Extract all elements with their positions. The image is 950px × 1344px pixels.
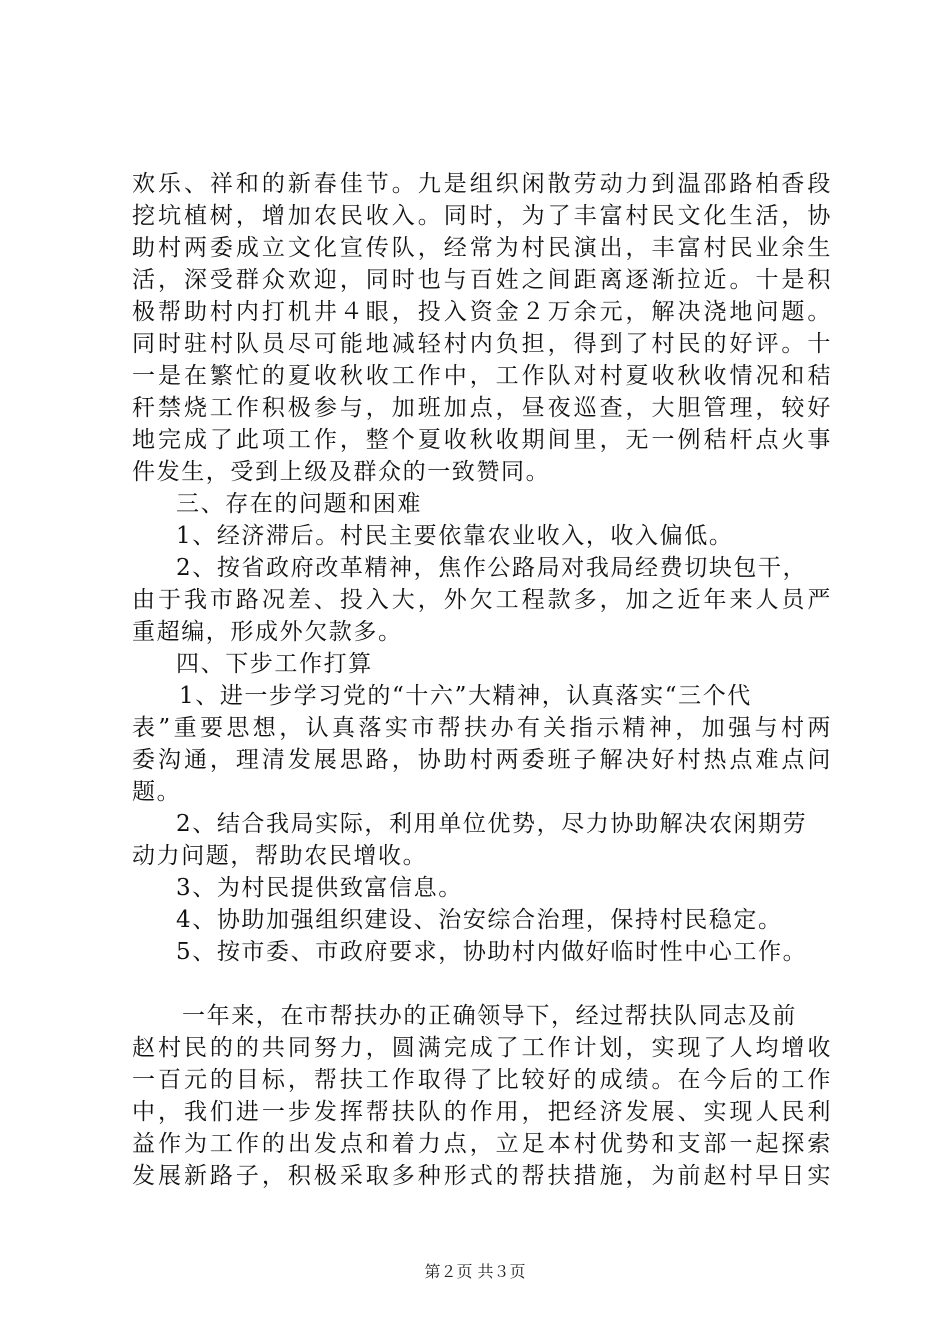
text-line: 极帮助村内打机井４眼，投入资金２万余元，解决浇地问题。 (132, 299, 832, 325)
text-line: 益作为工作的出发点和着力点，立足本村优势和支部一起探索 (132, 1131, 832, 1157)
list-item: 1、进一步学习党的“十六”大精神，认真落实“三个代 (179, 683, 752, 709)
text-line: 件发生，受到上级及群众的一致赞同。 (132, 459, 551, 485)
paragraph-start: 一年来，在市帮扶办的正确领导下，经过帮扶队同志及前 (182, 1003, 797, 1029)
text-line: 一是在繁忙的夏收秋收工作中，工作队对村夏收秋收情况和秸 (132, 363, 832, 389)
list-item: 2、结合我局实际，利用单位优势，尽力协助解决农闲期劳 (176, 811, 808, 837)
document-body (132, 168, 832, 1192)
text-line: 发展新路子，积极采取多种形式的帮扶措施，为前赵村早日实 (132, 1163, 832, 1189)
text-line: 欢乐、祥和的新春佳节。九是组织闲散劳动力到温邵路柏香段 (132, 171, 832, 197)
text-line: 中，我们进一步发挥帮扶队的作用，把经济发展、实现人民利 (132, 1099, 832, 1125)
list-item: 2、按省政府改革精神，焦作公路局对我局经费切块包干， (176, 555, 808, 581)
text-line: 挖坑植树，增加农民收入。同时，为了丰富村民文化生活，协 (132, 203, 832, 229)
text-line: 赵村民的的共同努力，圆满完成了工作计划，实现了人均增收 (132, 1035, 832, 1061)
text-line: 地完成了此项工作，整个夏收秋收期间里，无一例秸杆点火事 (132, 427, 832, 453)
text-line: 活，深受群众欢迎，同时也与百姓之间距离逐渐拉近。十是积 (132, 267, 832, 293)
text-line: 由于我市路况差、投入大，外欠工程款多，加之近年来人员严 (132, 587, 832, 613)
text-line: 动力问题，帮助农民增收。 (132, 843, 428, 869)
list-item: 3、为村民提供致富信息。 (176, 875, 463, 901)
text-line: 题。 (132, 779, 182, 805)
list-item: 1、经济滞后。村民主要依靠农业收入，收入偏低。 (176, 523, 734, 549)
text-line: 表”重要思想，认真落实市帮扶办有关指示精神，加强与村两 (132, 715, 832, 741)
text-line: 助村两委成立文化宣传队，经常为村民演出，丰富村民业余生 (132, 235, 832, 261)
text-line: 重超编，形成外欠款多。 (132, 619, 403, 645)
paragraph-gap (132, 968, 832, 1000)
page-number-footer: 第２页 共３页 (424, 1262, 526, 1281)
list-item: 4、协助加强组织建设、治安综合治理，保持村民稳定。 (176, 907, 783, 933)
section-heading: 四、下步工作打算 (176, 651, 373, 677)
text-line: 秆禁烧工作积极参与，加班加点，昼夜巡查，大胆管理，较好 (132, 395, 832, 421)
section-heading: 三、存在的问题和困难 (176, 491, 422, 517)
text-line: 一百元的目标，帮扶工作取得了比较好的成绩。在今后的工作 (132, 1067, 832, 1093)
list-item: 5、按市委、市政府要求，协助村内做好临时性中心工作。 (176, 939, 808, 965)
text-line: 同时驻村队员尽可能地减轻村内负担，得到了村民的好评。十 (132, 331, 832, 357)
text-line: 委沟通，理清发展思路，协助村两委班子解决好村热点难点问 (132, 747, 832, 773)
